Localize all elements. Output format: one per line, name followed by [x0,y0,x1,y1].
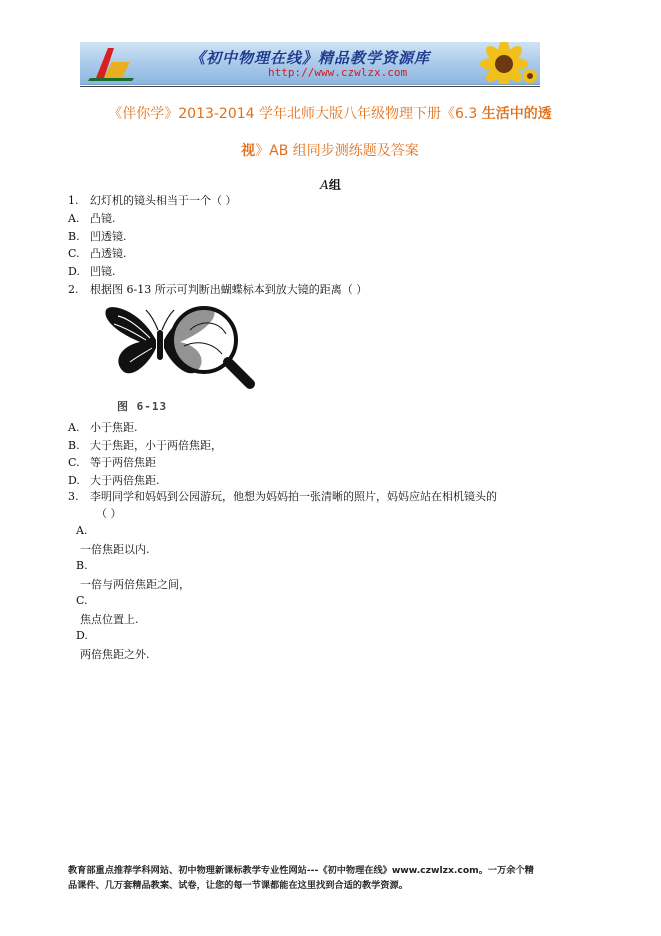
option-letter: D. [68,265,80,278]
header-rule [80,86,540,87]
section-heading [0,176,661,193]
option-text: 等于两倍焦距 [90,456,156,469]
option-1b [68,228,127,246]
option-1d [68,263,116,281]
question-number: 1. [68,194,79,207]
option-text: 凸镜. [90,212,116,225]
option-3c-letter: C. [76,594,88,607]
option-letter: A. [68,421,80,434]
option-letter: C. [68,247,80,260]
site-logo-icon [86,44,138,82]
option-3a-text: 一倍焦距以内. [80,543,150,556]
option-letter: B. [68,439,80,452]
question-1 [68,192,237,210]
option-1a [68,210,116,228]
footer-line2: 品课件、几万套精品教案、试卷，让您的每一节课都能在这里找到合适的教学资源。 [68,880,408,891]
option-letter: D. [68,474,80,487]
section-letter: A [320,178,329,192]
option-2a [68,419,138,437]
question-number: 3. [68,490,79,503]
option-text: 小于焦距. [90,421,138,434]
question-text: 幻灯机的镜头相当于一个（ ） [90,194,237,207]
option-text: 大于焦距，小于两倍焦距， [90,439,222,452]
question-3 [68,488,497,506]
option-letter: A. [68,212,80,225]
question-2 [68,281,367,299]
option-text: 凹镜. [90,265,116,278]
option-3b-text: 一倍与两倍焦距之间， [80,578,190,591]
banner-title: 《初中物理在线》精品教学资源库 [190,49,431,67]
butterfly-magnifier-figure [100,300,260,390]
option-3b-letter: B. [76,559,88,572]
magnifying-glass-icon [172,308,250,384]
title-line1-normal: 《伴你学》2013-2014 学年北师大版八年级物理下册《6.3 [108,106,482,122]
question-number: 2. [68,283,79,296]
option-text: 大于两倍焦距. [90,474,160,487]
option-text: 凸透镜. [90,247,127,260]
header-banner [80,42,540,85]
option-text: 凹透镜. [90,230,127,243]
question-text: 根据图 6-13 所示可判断出蝴蝶标本到放大镜的距离（ ） [90,283,368,296]
title-line1-bold: 生活中的透 [481,106,552,122]
title-line2-normal: 》AB 组同步测练题及答案 [255,143,419,159]
question-text: 李明同学和妈妈到公园游玩，他想为妈妈拍一张清晰的照片，妈妈应站在相机镜头的 [90,490,497,503]
option-3c-text: 焦点位置上. [80,613,139,626]
banner-url: http://www.czwlzx.com [268,66,408,79]
sunflower-icon [460,42,540,84]
option-3a-letter: A. [76,524,88,537]
option-2b [68,437,222,455]
figure-caption: 图 6-13 [117,400,168,413]
option-3d-letter: D. [76,629,88,642]
option-1c [68,245,127,263]
document-title [60,96,600,170]
option-2d [68,472,160,490]
footer-line1: 教育部重点推荐学科网站、初中物理新课标教学专业性网站---《初中物理在线》www.czwlzx.com。一万余个精 [68,865,534,876]
section-label: 组 [328,178,341,192]
title-line2-bold: 视 [241,143,256,159]
option-2c [68,454,156,472]
page-footer [68,863,588,893]
option-letter: B. [68,230,80,243]
option-3d-text: 两倍焦距之外. [80,648,150,661]
option-letter: C. [68,456,80,469]
question-3-blank: （ ） [96,507,122,520]
